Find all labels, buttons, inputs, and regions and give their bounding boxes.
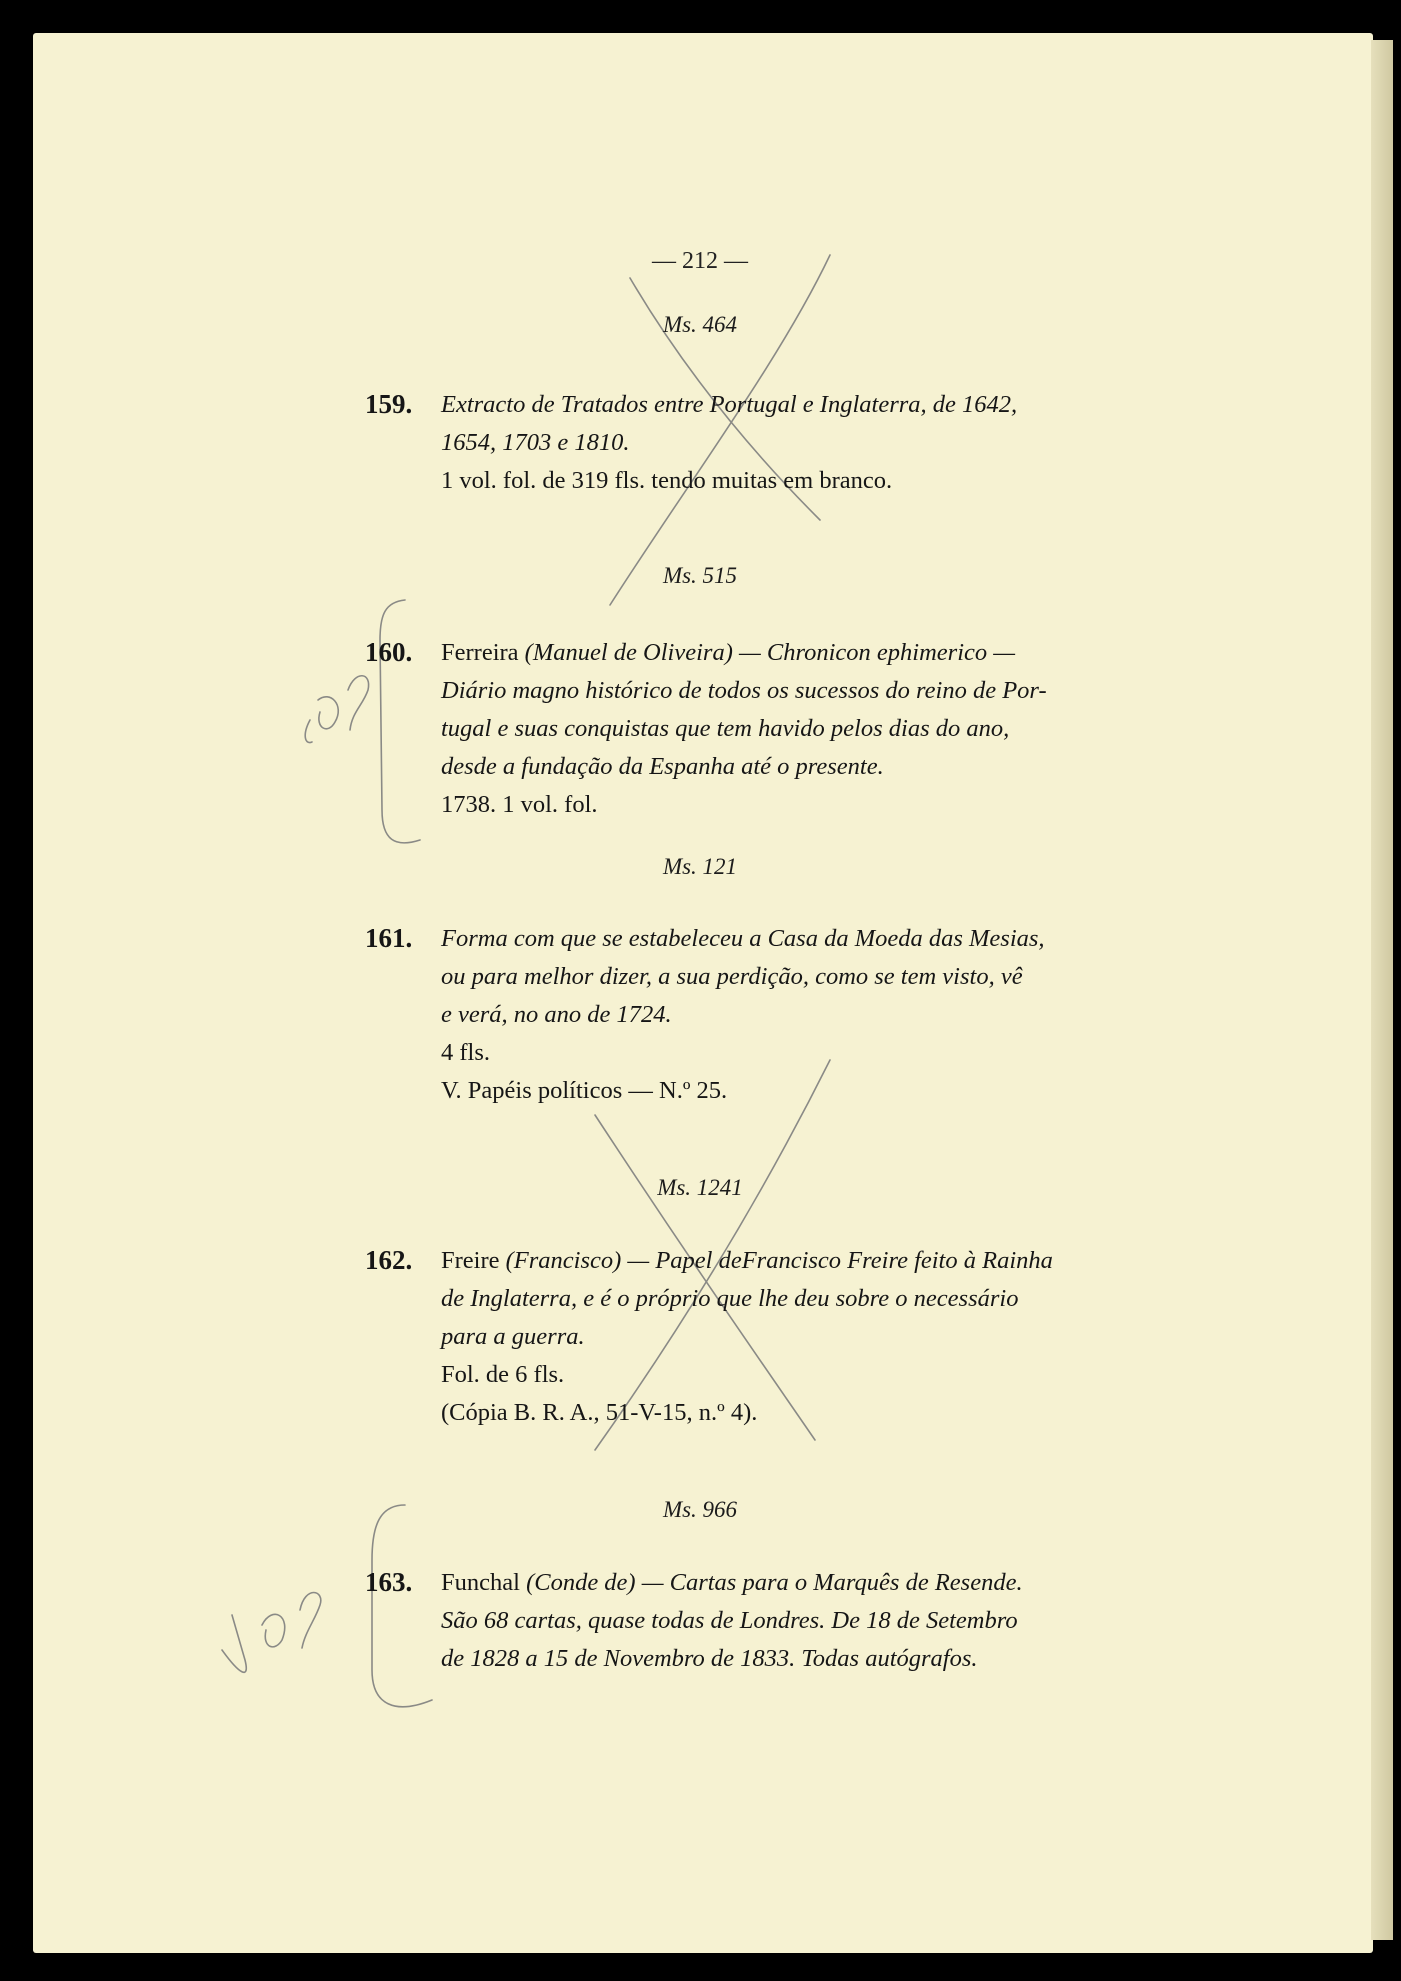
entry-text — [441, 386, 1167, 500]
entry-line — [441, 424, 1167, 462]
entry-text — [441, 920, 1167, 1110]
text-run: (Manuel de Oliveira) — Chronicon ephimerico — — [524, 639, 1016, 666]
entry-line — [441, 462, 1167, 500]
text-run: Freire — [441, 1247, 506, 1274]
entry-line — [441, 1072, 1167, 1110]
entry-line — [441, 1242, 1167, 1280]
entry-line — [441, 1034, 1167, 1072]
entry-text — [441, 634, 1167, 824]
text-run: 4 fls. — [441, 1039, 490, 1066]
entry-line — [441, 1356, 1167, 1394]
entry-text — [441, 1564, 1167, 1678]
entry-line — [441, 672, 1167, 710]
entry-number: 160. — [365, 637, 413, 667]
entry-line — [441, 996, 1167, 1034]
entry-line — [441, 958, 1167, 996]
entry-number: 163. — [365, 1567, 413, 1597]
text-run: São 68 cartas, quase todas de Londres. De 18 de Setembro — [441, 1607, 1018, 1634]
entry-line — [441, 710, 1167, 748]
ms-heading: Ms. 464 — [662, 312, 738, 337]
text-run: 1738. 1 vol. fol. — [441, 791, 598, 818]
text-run: e verá, no ano de 1724. — [441, 1001, 672, 1028]
entry-line — [441, 1394, 1167, 1432]
entry-line — [441, 1280, 1167, 1318]
text-run: Diário magno histórico de todos os sucessos do reino de Por- — [441, 677, 1047, 704]
entry-number: 161. — [365, 923, 413, 953]
entry-text — [441, 1242, 1167, 1432]
text-run: para a guerra. — [441, 1323, 585, 1350]
entry-line — [441, 1640, 1167, 1678]
text-run: de 1828 a 15 de Novembro de 1833. Todas autógrafos. — [441, 1645, 978, 1672]
text-run: V. Papéis políticos — N.º 25. — [441, 1077, 728, 1104]
text-run: Forma com que se estabeleceu a Casa da Moeda das Mesias, — [441, 925, 1045, 952]
text-run: Fol. de 6 fls. — [441, 1361, 565, 1388]
text-run: Extracto de Tratados entre Portugal e Inglaterra, de 1642, — [441, 391, 1018, 418]
entry-line — [441, 1318, 1167, 1356]
entry-line — [441, 1602, 1167, 1640]
ms-heading: Ms. 966 — [662, 1497, 738, 1522]
entry-line — [441, 786, 1167, 824]
entry-number: 162. — [365, 1245, 413, 1275]
entry-line — [441, 1564, 1167, 1602]
ms-heading: Ms. 515 — [662, 563, 738, 588]
text-run: Funchal — [441, 1569, 527, 1596]
text-run: (Conde de) — Cartas para o Marquês de Resende. — [526, 1569, 1023, 1596]
ms-heading: Ms. 1241 — [657, 1175, 743, 1200]
entry-line — [441, 748, 1167, 786]
text-run: 1 vol. fol. de 319 fls. tendo muitas em branco. — [441, 467, 893, 494]
entry-line — [441, 634, 1167, 672]
entry-line — [441, 386, 1167, 424]
text-run: desde a fundação da Espanha até o presente. — [441, 753, 884, 780]
text-run: de Inglaterra, e é o próprio que lhe deu sobre o necessário — [441, 1285, 1019, 1312]
entry-line — [441, 920, 1167, 958]
page-number: — 212 — — [652, 248, 748, 274]
page-edge — [1371, 40, 1393, 1940]
ms-heading: Ms. 121 — [662, 854, 738, 879]
entry-number: 159. — [365, 389, 413, 419]
text-run: Ferreira — [441, 639, 525, 666]
text-run: (Cópia B. R. A., 51-V-15, n.º 4). — [441, 1399, 758, 1426]
text-run: tugal e suas conquistas que tem havido pelos dias do ano, — [441, 715, 1010, 742]
text-run: (Francisco) — Papel deFrancisco Freire feito à Rainha — [505, 1247, 1053, 1274]
text-run: ou para melhor dizer, a sua perdição, como se tem visto, vê — [441, 963, 1023, 990]
text-run: 1654, 1703 e 1810. — [441, 429, 630, 456]
